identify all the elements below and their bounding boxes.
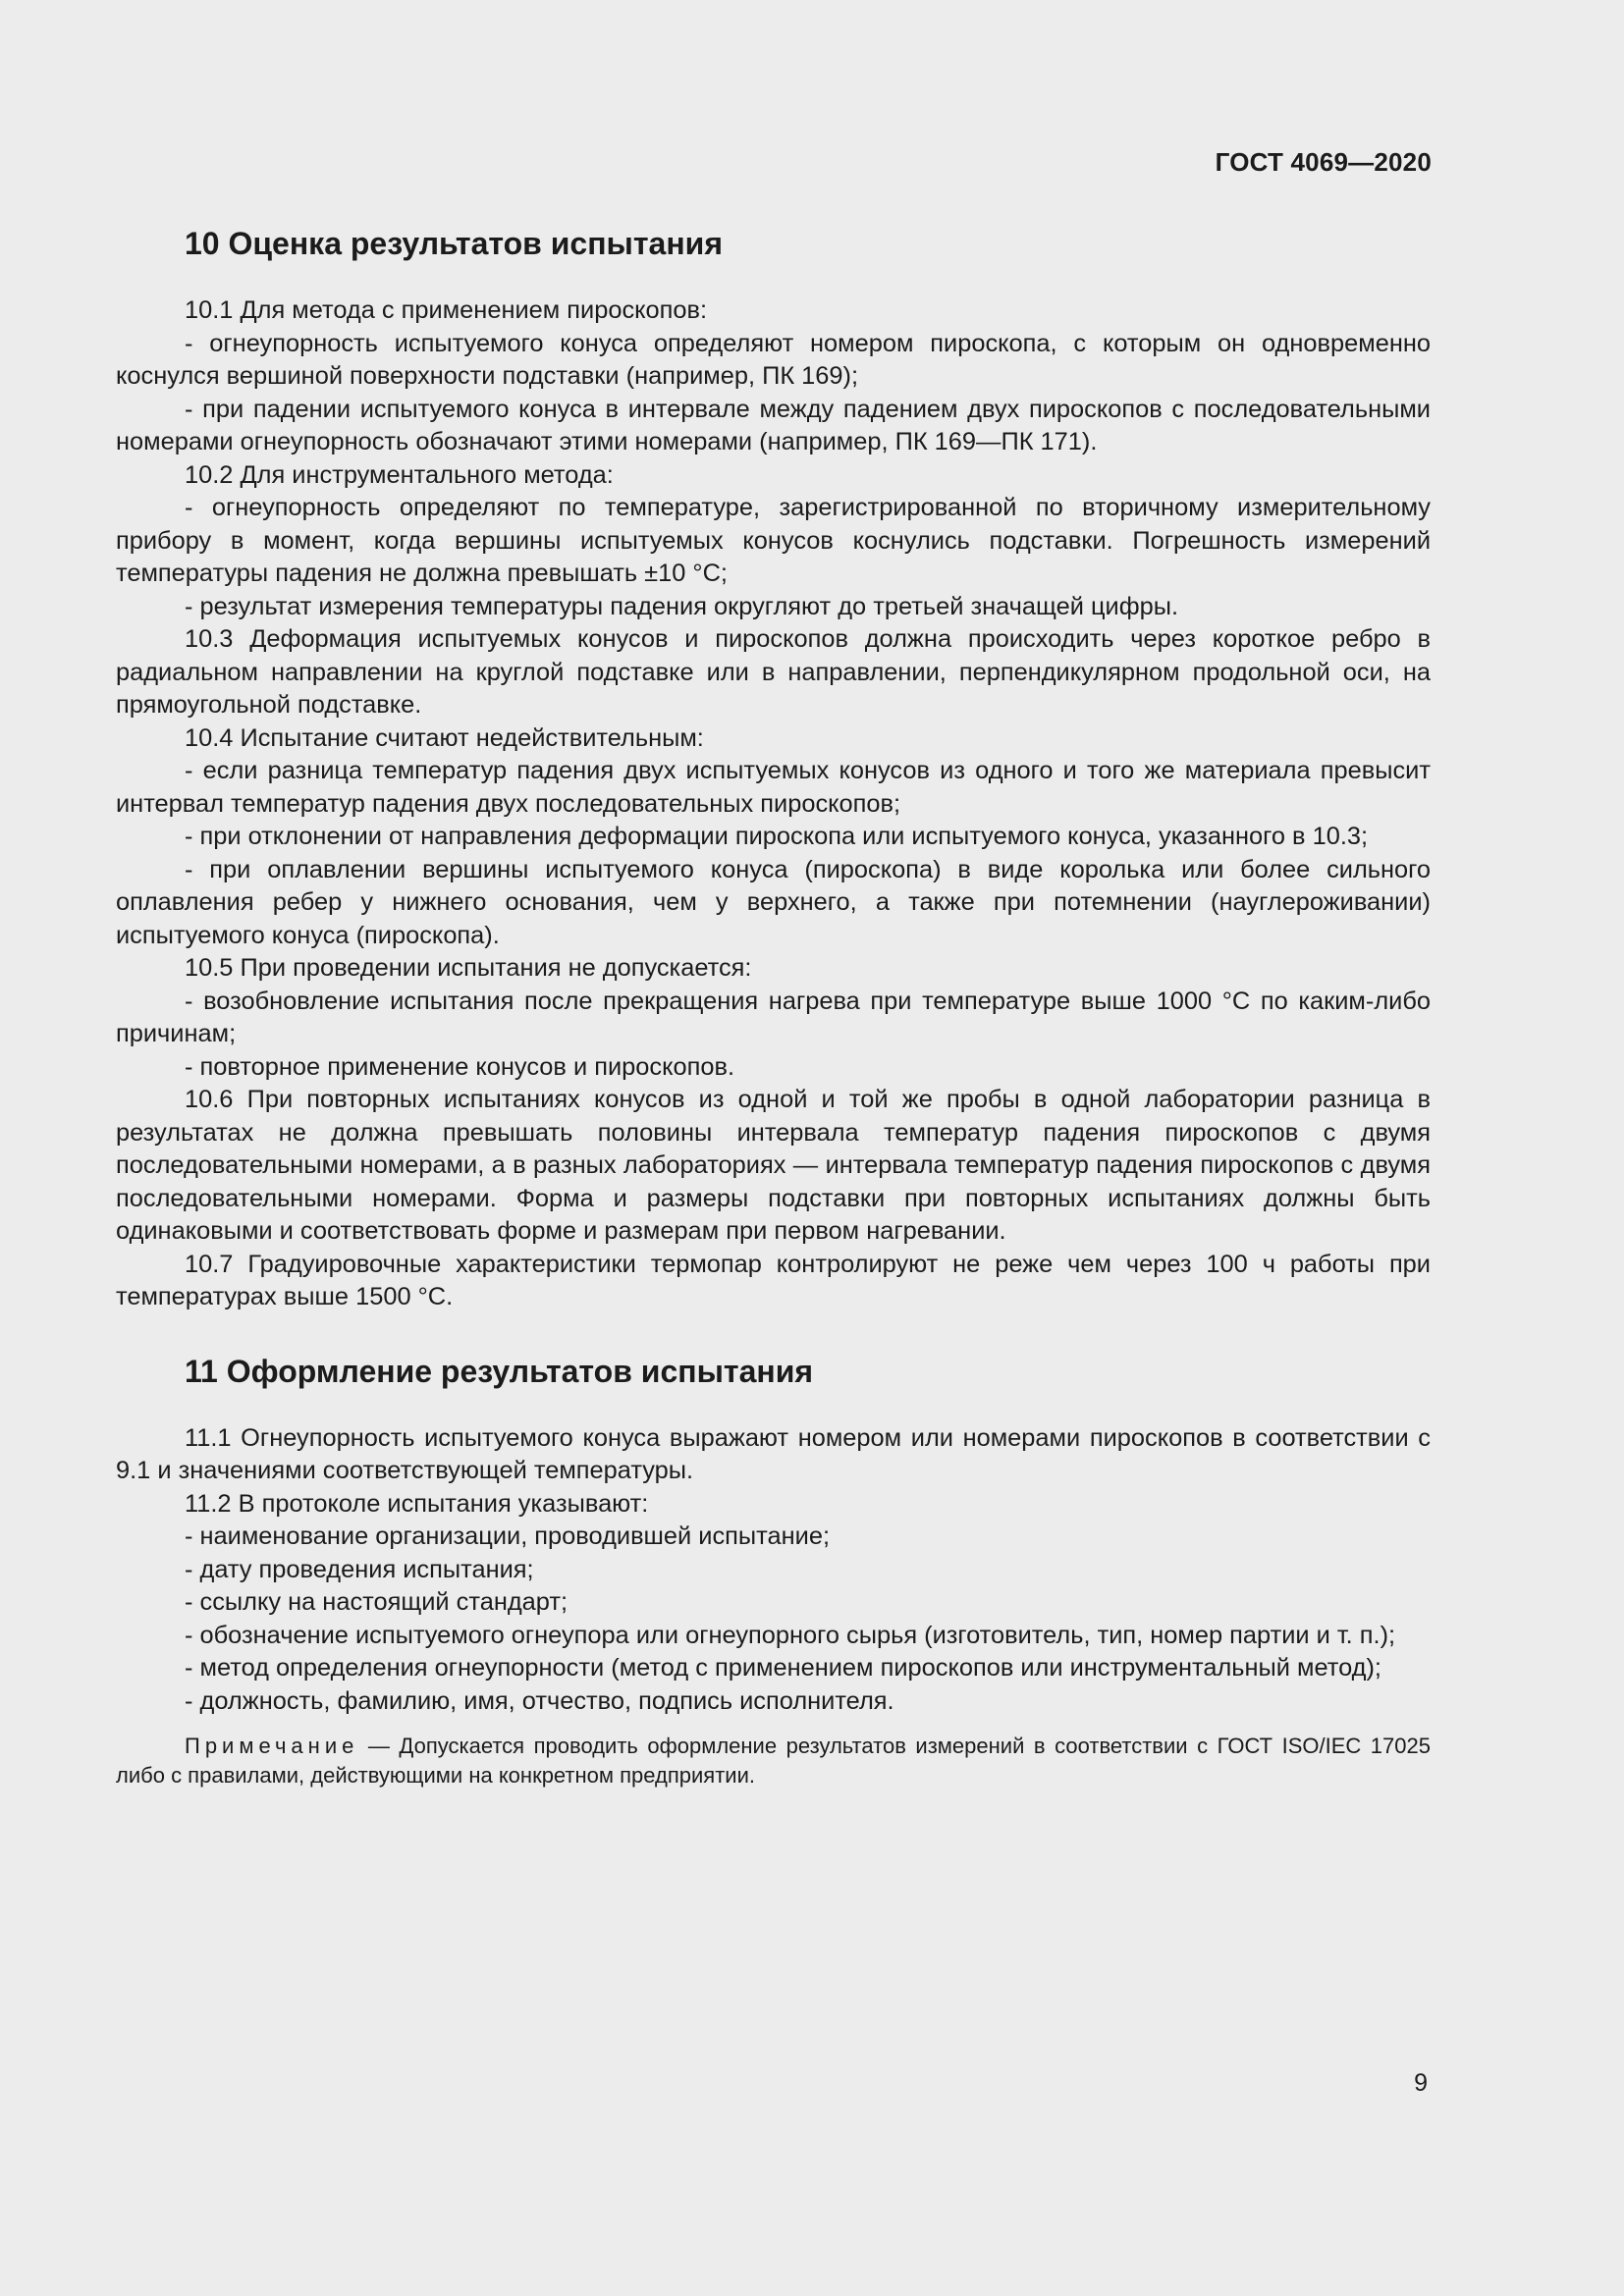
list-item: - ссылку на настоящий стандарт;: [185, 1588, 568, 1616]
list-item: - повторное применение конусов и пироскопов.: [185, 1052, 734, 1081]
document-body: [116, 220, 1431, 1790]
section-10-body: [116, 294, 1431, 1314]
list-item: - дату проведения испытания;: [185, 1555, 534, 1583]
list-item: - при отклонении от направления деформации пироскопа или испытуемого конуса, указанного в 10.3;: [185, 823, 1369, 850]
section-10-heading: 10 Оценка результатов испытания: [185, 226, 723, 261]
paragraph: 10.4 Испытание считают недействительным:: [185, 723, 704, 752]
list-item: - при оплавлении вершины испытуемого конуса (пироскопа) в виде королька или более сильного оплавления ребер у нижнего основания, чем у верхнего, а также при потемнении (науглероживании) испытуемого конуса (пироскопа).: [116, 855, 1431, 949]
list-item: - возобновление испытания после прекращения нагрева при температуре выше 1000 °С по каким-либо причинам;: [116, 987, 1431, 1047]
list-item: - огнеупорность испытуемого конуса определяют номером пироскопа, с которым он одновременно коснулся вершиной поверхности подставки (например, ПК 169);: [116, 329, 1431, 390]
paragraph: 10.2 Для инструментального метода:: [185, 460, 614, 489]
paragraph: 11.2 В протоколе испытания указывают:: [185, 1489, 649, 1518]
paragraph: 11.1 Огнеупорность испытуемого конуса выражают номером или номерами пироскопов в соответствии с 9.1 и значениями соответствующей температуры.: [116, 1423, 1431, 1484]
list-item: - должность, фамилию, имя, отчество, подпись исполнителя.: [185, 1686, 894, 1715]
list-item: - результат измерения температуры падения округляют до третьей значащей цифры.: [185, 592, 1179, 620]
list-item: - обозначение испытуемого огнеупора или огнеупорного сырья (изготовитель, тип, номер партии и т. п.);: [185, 1621, 1396, 1649]
note-text: — Допускается проводить оформление результатов измерений в соответствии с ГОСТ ISO/IEC 17025 либо с правилами, действующими на конкретном предприятии.: [116, 1734, 1431, 1788]
section-11-body: [116, 1422, 1431, 1791]
section-11-heading: 11 Оформление результатов испытания: [185, 1353, 814, 1389]
note-label: Примечание: [185, 1734, 359, 1758]
paragraph: 10.3 Деформация испытуемых конусов и пироскопов должна происходить через короткое ребро в радиальном направлении на круглой подставке или в направлении, перпендикулярном продольной оси, на прямоугольной подставке.: [116, 625, 1431, 719]
page-number: 9: [1414, 2069, 1428, 2097]
list-item: - наименование организации, проводившей испытание;: [185, 1522, 831, 1550]
list-item: - если разница температур падения двух испытуемых конусов из одного и того же материала превысит интервал температур падения двух последовательных пироскопов;: [116, 757, 1431, 818]
document-designation: ГОСТ 4069—2020: [1215, 147, 1432, 177]
paragraph: 10.7 Градуировочные характеристики термопар контролируют не реже чем через 100 ч работы при температурах выше 1500 °С.: [116, 1250, 1431, 1310]
paragraph: 10.1 Для метода с применением пироскопов:: [185, 296, 708, 324]
paragraph: 10.5 При проведении испытания не допускается:: [185, 954, 752, 982]
note: [116, 1732, 1431, 1790]
list-item: - при падении испытуемого конуса в интервале между падением двух пироскопов с последовательными номерами огнеупорность обозначают этими номерами (например, ПК 169—ПК 171).: [116, 395, 1431, 455]
paragraph: 10.6 При повторных испытаниях конусов из одной и той же пробы в одной лаборатории разница в результатах не должна превышать половины интервала температур падения пироскопов с двумя последовательными номерами, а в разных лабораториях — интервала температур падения пироскопов с двумя последовательными номерами. Форма и размеры подставки при повторных испытаниях должны быть одинаковыми и соответствовать форме и размерам при первом нагревании.: [116, 1086, 1431, 1245]
list-item: - метод определения огнеупорности (метод с применением пироскопов или инструментальный метод);: [185, 1654, 1381, 1682]
list-item: - огнеупорность определяют по температуре, зарегистрированной по вторичному измерительному прибору в момент, когда вершины испытуемых конусов коснулись подставки. Погрешность измерений температуры падения не должна превышать ±10 °С;: [116, 494, 1431, 587]
